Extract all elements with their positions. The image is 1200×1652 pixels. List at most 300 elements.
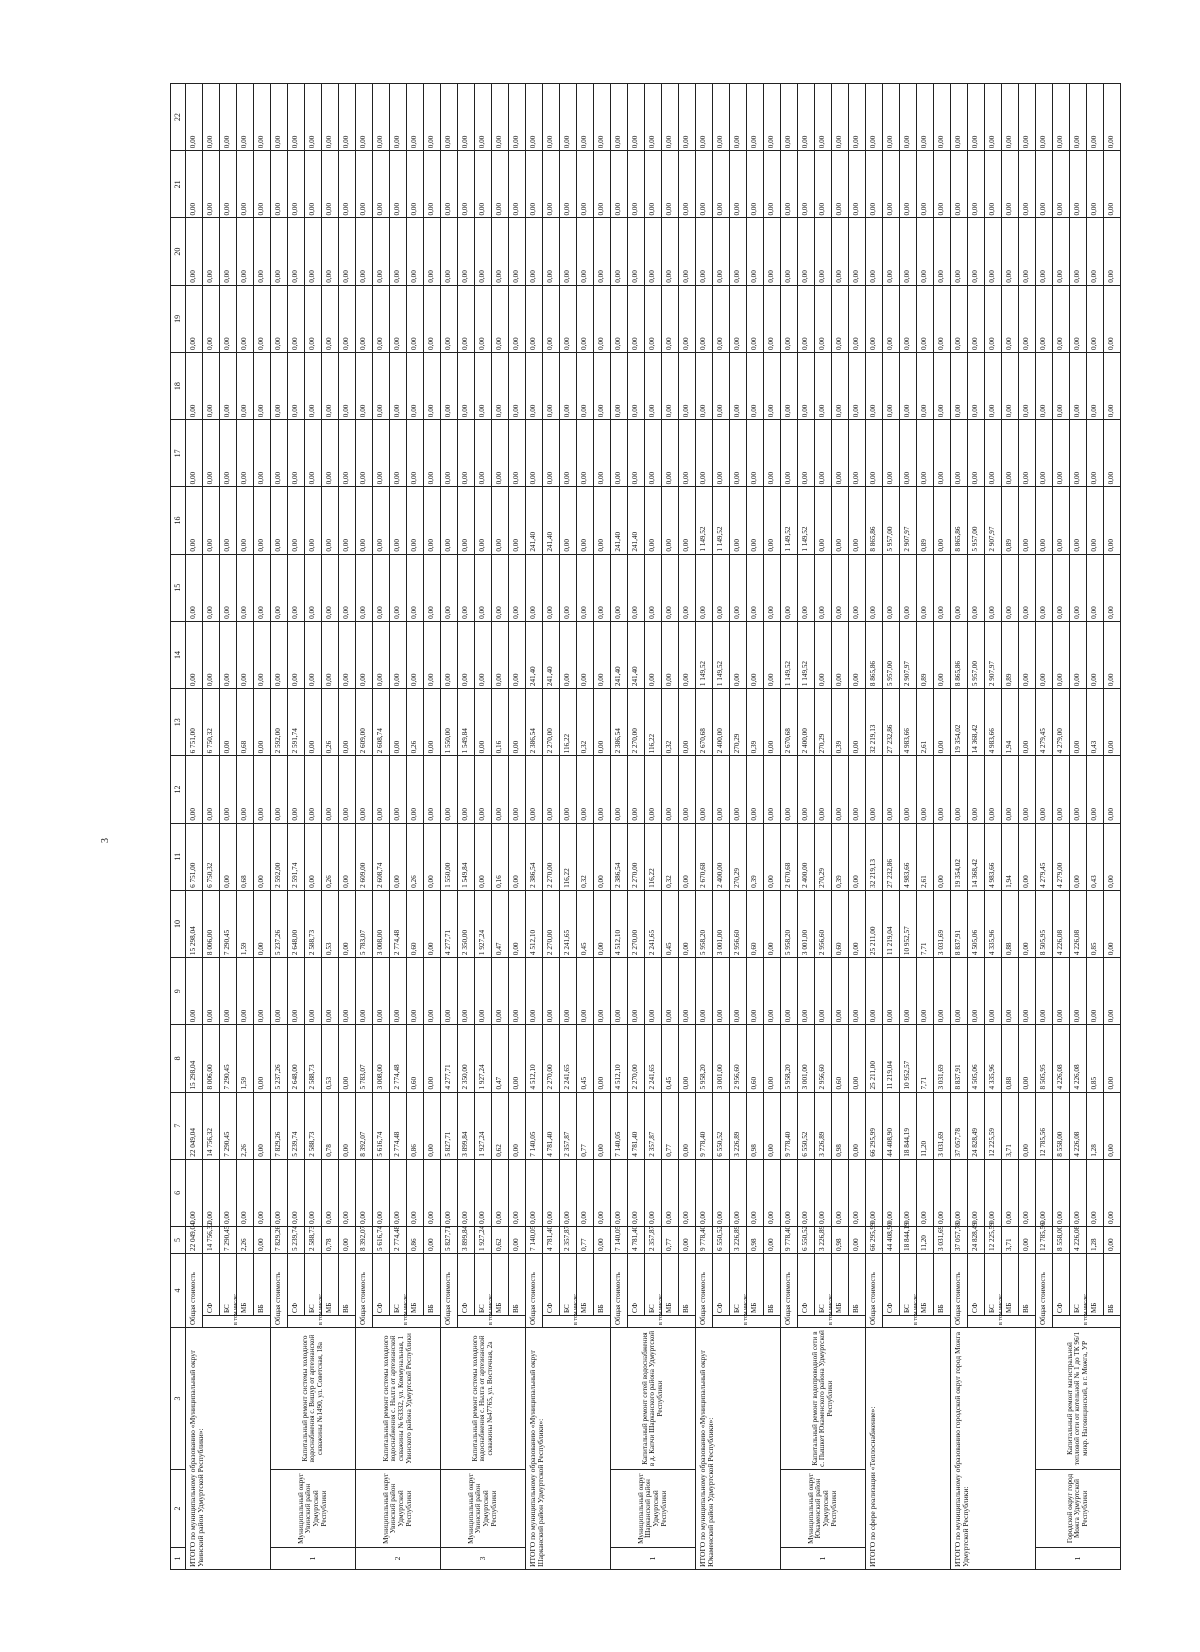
amount-cell: 5 239,74 bbox=[288, 1092, 305, 1159]
amount-cell: 0,00 bbox=[696, 554, 713, 621]
amount-cell: 0,00 bbox=[373, 621, 390, 688]
amount-cell: 0,00 bbox=[645, 756, 662, 823]
amount-cell: 0,00 bbox=[832, 285, 849, 352]
amount-cell: 2 386,54 bbox=[526, 823, 543, 890]
amount-cell: 0,00 bbox=[1104, 689, 1121, 756]
amount-cell: 0,00 bbox=[1087, 352, 1104, 419]
amount-cell: 0,00 bbox=[322, 151, 339, 218]
amount-cell: 0,00 bbox=[492, 84, 509, 151]
amount-cell: 0,00 bbox=[679, 823, 696, 890]
object-description: Капитальный ремонт магистральной тепловой сети от котельной № 1 до ТК 96/1 микр. Наговицинский, в г. Можга, УР bbox=[1036, 1328, 1121, 1470]
amount-cell: 2 907,97 bbox=[985, 487, 1002, 554]
amount-cell: 0,00 bbox=[747, 554, 764, 621]
amount-cell: 0,00 bbox=[1002, 285, 1019, 352]
amount-cell: 1 149,52 bbox=[798, 487, 815, 554]
amount-cell: 0,00 bbox=[849, 621, 866, 688]
amount-cell: 0,00 bbox=[407, 487, 424, 554]
amount-cell: 0,00 bbox=[798, 84, 815, 151]
amount-cell: 2 357,87 bbox=[645, 1227, 662, 1254]
amount-cell: 116,22 bbox=[560, 823, 577, 890]
amount-cell: 0,00 bbox=[951, 958, 968, 1025]
amount-cell: 0,00 bbox=[441, 151, 458, 218]
amount-cell: 0,00 bbox=[849, 84, 866, 151]
amount-cell: 0,00 bbox=[1019, 1025, 1036, 1092]
amount-cell: 0,00 bbox=[424, 1159, 441, 1226]
amount-cell: 0,00 bbox=[934, 352, 951, 419]
amount-cell: 2 357,87 bbox=[560, 1227, 577, 1254]
amount-cell: 0,00 bbox=[1053, 352, 1070, 419]
amount-cell: 0,00 bbox=[254, 689, 271, 756]
amount-cell: 0,00 bbox=[1070, 285, 1087, 352]
amount-cell: 0,00 bbox=[764, 84, 781, 151]
amount-cell: 1 549,84 bbox=[458, 689, 475, 756]
fund-source-label: МБ bbox=[747, 1254, 764, 1316]
fund-source-label: СФ bbox=[203, 1254, 220, 1316]
amount-cell: 0,00 bbox=[475, 689, 492, 756]
amount-cell: 3 031,69 bbox=[934, 1227, 951, 1254]
amount-cell: 0,00 bbox=[798, 352, 815, 419]
amount-cell: 3,71 bbox=[1002, 1227, 1019, 1254]
amount-cell: 2 241,65 bbox=[560, 1025, 577, 1092]
amount-cell: 7 290,45 bbox=[220, 890, 237, 957]
amount-cell: 0,00 bbox=[237, 621, 254, 688]
amount-cell: 4 226,08 bbox=[1070, 1227, 1087, 1254]
amount-cell: 0,00 bbox=[424, 218, 441, 285]
amount-cell: 0,00 bbox=[356, 218, 373, 285]
total-cost-label: Общая стоимость bbox=[781, 1254, 798, 1328]
amount-cell: 0,00 bbox=[934, 756, 951, 823]
amount-cell: 0,00 bbox=[186, 958, 203, 1025]
amount-cell: 0,00 bbox=[798, 218, 815, 285]
fund-source-label: СФ bbox=[628, 1254, 645, 1316]
amount-cell: 0,00 bbox=[492, 756, 509, 823]
amount-cell: 0,00 bbox=[883, 218, 900, 285]
section-total-title: ИТОГО по муниципальному образованию «Муниципальный округ Шарканский район Удмуртской Республики»: bbox=[526, 1328, 611, 1570]
amount-cell: 3 031,69 bbox=[934, 1025, 951, 1092]
table-row bbox=[441, 84, 458, 1570]
amount-cell: 2 270,00 bbox=[543, 890, 560, 957]
amount-cell: 0,00 bbox=[934, 958, 951, 1025]
table-row bbox=[356, 84, 373, 1570]
amount-cell: 0,00 bbox=[832, 756, 849, 823]
amount-cell: 0,00 bbox=[560, 1159, 577, 1226]
amount-cell: 0,00 bbox=[1036, 84, 1053, 151]
amount-cell: 5 827,71 bbox=[441, 1092, 458, 1159]
amount-cell: 0,00 bbox=[373, 487, 390, 554]
total-cost-label: Общая стоимость bbox=[186, 1254, 203, 1328]
amount-cell: 0,00 bbox=[866, 84, 883, 151]
amount-cell: 0,00 bbox=[509, 823, 526, 890]
amount-cell: 0,00 bbox=[594, 487, 611, 554]
amount-cell: 0,60 bbox=[832, 1025, 849, 1092]
amount-cell: 0,00 bbox=[390, 420, 407, 487]
total-cost-label: Общая стоимость bbox=[526, 1254, 543, 1328]
amount-cell: 4 279,00 bbox=[1053, 823, 1070, 890]
amount-cell: 0,88 bbox=[1002, 1025, 1019, 1092]
amount-cell: 0,00 bbox=[1002, 420, 1019, 487]
amount-cell: 8 837,91 bbox=[951, 890, 968, 957]
amount-cell: 0,00 bbox=[305, 420, 322, 487]
table-row bbox=[866, 84, 883, 1570]
amount-cell: 0,00 bbox=[866, 958, 883, 1025]
amount-cell: 0,00 bbox=[526, 420, 543, 487]
amount-cell: 4 512,10 bbox=[611, 1025, 628, 1092]
amount-cell: 0,00 bbox=[203, 151, 220, 218]
amount-cell: 8 558,00 bbox=[1053, 1227, 1070, 1254]
amount-cell: 270,29 bbox=[815, 823, 832, 890]
amount-cell: 6 751,00 bbox=[186, 823, 203, 890]
amount-cell: 0,00 bbox=[764, 1227, 781, 1254]
amount-cell: 3,71 bbox=[1002, 1092, 1019, 1159]
amount-cell: 0,00 bbox=[849, 352, 866, 419]
amount-cell: 4 512,10 bbox=[611, 890, 628, 957]
amount-cell: 0,00 bbox=[441, 420, 458, 487]
amount-cell: 0,00 bbox=[373, 285, 390, 352]
amount-cell: 2 270,00 bbox=[628, 1025, 645, 1092]
amount-cell: 0,00 bbox=[1019, 352, 1036, 419]
amount-cell: 1 927,24 bbox=[475, 1092, 492, 1159]
amount-cell: 2 591,74 bbox=[288, 823, 305, 890]
amount-cell: 6 750,32 bbox=[203, 689, 220, 756]
amount-cell: 0,00 bbox=[696, 285, 713, 352]
amount-cell: 0,00 bbox=[475, 218, 492, 285]
amount-cell: 18 844,19 bbox=[900, 1227, 917, 1254]
amount-cell: 0,98 bbox=[832, 1092, 849, 1159]
row-number: 1 bbox=[781, 1548, 866, 1570]
amount-cell: 0,00 bbox=[475, 352, 492, 419]
amount-cell: 0,00 bbox=[1087, 285, 1104, 352]
amount-cell: 0,00 bbox=[288, 285, 305, 352]
amount-cell: 0,00 bbox=[968, 352, 985, 419]
amount-cell: 0,00 bbox=[594, 689, 611, 756]
amount-cell: 0,00 bbox=[407, 84, 424, 151]
amount-cell: 0,00 bbox=[577, 756, 594, 823]
including-label: в том числе: bbox=[1053, 1316, 1121, 1328]
amount-cell: 0,00 bbox=[1087, 151, 1104, 218]
including-label: в том числе: bbox=[883, 1316, 951, 1328]
amount-cell: 0,00 bbox=[628, 84, 645, 151]
amount-cell: 12 785,56 bbox=[1036, 1227, 1053, 1254]
amount-cell: 0,00 bbox=[509, 420, 526, 487]
amount-cell: 0,00 bbox=[764, 890, 781, 957]
amount-cell: 0,00 bbox=[747, 621, 764, 688]
amount-cell: 0,00 bbox=[543, 1159, 560, 1226]
amount-cell: 0,00 bbox=[1087, 218, 1104, 285]
amount-cell: 2 774,48 bbox=[390, 1092, 407, 1159]
amount-cell: 0,00 bbox=[475, 285, 492, 352]
amount-cell: 2 907,97 bbox=[900, 621, 917, 688]
amount-cell: 0,00 bbox=[577, 1159, 594, 1226]
amount-cell: 0,00 bbox=[1002, 84, 1019, 151]
amount-cell: 0,00 bbox=[900, 756, 917, 823]
amount-cell: 0,00 bbox=[492, 352, 509, 419]
amount-cell: 0,00 bbox=[441, 958, 458, 1025]
amount-cell: 0,00 bbox=[186, 151, 203, 218]
amount-cell: 0,00 bbox=[713, 218, 730, 285]
amount-cell: 7 140,05 bbox=[526, 1092, 543, 1159]
amount-cell: 2 608,74 bbox=[373, 689, 390, 756]
amount-cell: 0,00 bbox=[237, 420, 254, 487]
amount-cell: 0,00 bbox=[305, 218, 322, 285]
amount-cell: 0,00 bbox=[543, 218, 560, 285]
amount-cell: 7 140,05 bbox=[611, 1227, 628, 1254]
amount-cell: 0,00 bbox=[339, 487, 356, 554]
amount-cell: 0,00 bbox=[645, 621, 662, 688]
amount-cell: 0,00 bbox=[1104, 352, 1121, 419]
amount-cell: 0,00 bbox=[322, 756, 339, 823]
amount-cell: 0,00 bbox=[322, 285, 339, 352]
amount-cell: 0,00 bbox=[203, 756, 220, 823]
amount-cell: 0,00 bbox=[441, 1159, 458, 1226]
amount-cell: 2 648,00 bbox=[288, 890, 305, 957]
amount-cell: 3 899,84 bbox=[458, 1227, 475, 1254]
amount-cell: 0,00 bbox=[594, 1025, 611, 1092]
table-row bbox=[1036, 84, 1053, 1570]
amount-cell: 0,00 bbox=[186, 1159, 203, 1226]
fund-source-label: МБ bbox=[577, 1254, 594, 1316]
amount-cell: 0,00 bbox=[254, 352, 271, 419]
amount-cell: 0,00 bbox=[1087, 554, 1104, 621]
municipality-name: Муниципальный округ Увинский район Удмуртской Республики bbox=[356, 1470, 441, 1548]
amount-cell: 0,00 bbox=[815, 621, 832, 688]
amount-cell: 0,00 bbox=[611, 285, 628, 352]
amount-cell: 1 149,52 bbox=[713, 621, 730, 688]
amount-cell: 37 057,78 bbox=[951, 1092, 968, 1159]
amount-cell: 0,00 bbox=[509, 1025, 526, 1092]
amount-cell: 1 550,00 bbox=[441, 689, 458, 756]
amount-cell: 3 226,89 bbox=[815, 1227, 832, 1254]
amount-cell: 0,00 bbox=[254, 151, 271, 218]
amount-cell: 0,00 bbox=[1104, 84, 1121, 151]
amount-cell: 0,00 bbox=[237, 218, 254, 285]
amount-cell: 0,00 bbox=[934, 554, 951, 621]
amount-cell: 0,00 bbox=[883, 1159, 900, 1226]
amount-cell: 0,00 bbox=[1019, 151, 1036, 218]
amount-cell: 0,26 bbox=[407, 689, 424, 756]
amount-cell: 0,00 bbox=[509, 1092, 526, 1159]
amount-cell: 0,00 bbox=[254, 487, 271, 554]
amount-cell: 0,00 bbox=[1019, 823, 1036, 890]
amount-cell: 14 368,42 bbox=[968, 823, 985, 890]
amount-cell: 0,00 bbox=[917, 151, 934, 218]
amount-cell: 8 865,86 bbox=[866, 487, 883, 554]
amount-cell: 3 226,89 bbox=[730, 1092, 747, 1159]
amount-cell: 0,89 bbox=[917, 621, 934, 688]
amount-cell: 0,78 bbox=[322, 1227, 339, 1254]
amount-cell: 0,00 bbox=[645, 285, 662, 352]
amount-cell: 0,00 bbox=[339, 1227, 356, 1254]
fund-source-label: СФ bbox=[373, 1254, 390, 1316]
amount-cell: 4 279,45 bbox=[1036, 823, 1053, 890]
table-row bbox=[781, 84, 798, 1570]
amount-cell: 241,40 bbox=[611, 621, 628, 688]
column-number: 3 bbox=[171, 1328, 186, 1470]
amount-cell: 0,00 bbox=[883, 756, 900, 823]
amount-cell: 0,00 bbox=[764, 689, 781, 756]
amount-cell: 0,62 bbox=[492, 1227, 509, 1254]
amount-cell: 5 783,07 bbox=[356, 1025, 373, 1092]
amount-cell: 2 609,00 bbox=[356, 689, 373, 756]
amount-cell: 0,00 bbox=[356, 420, 373, 487]
amount-cell: 116,22 bbox=[645, 823, 662, 890]
amount-cell: 0,00 bbox=[339, 352, 356, 419]
amount-cell: 0,00 bbox=[441, 218, 458, 285]
amount-cell: 0,00 bbox=[475, 554, 492, 621]
amount-cell: 0,00 bbox=[271, 352, 288, 419]
fund-source-label: МБ bbox=[1087, 1254, 1104, 1316]
amount-cell: 0,00 bbox=[1053, 756, 1070, 823]
amount-cell: 0,00 bbox=[288, 1159, 305, 1226]
amount-cell: 0,26 bbox=[322, 823, 339, 890]
amount-cell: 0,00 bbox=[900, 84, 917, 151]
amount-cell: 0,00 bbox=[968, 756, 985, 823]
column-number: 12 bbox=[171, 756, 186, 823]
amount-cell: 0,00 bbox=[288, 487, 305, 554]
amount-cell: 0,00 bbox=[713, 352, 730, 419]
amount-cell: 22 049,04 bbox=[186, 1227, 203, 1254]
amount-cell: 0,00 bbox=[662, 84, 679, 151]
object-description: Капитальный ремонт системы холодного водоснабжения с. Нылга от артезианской скважины № 63332, ул. Коммунальная, 1 Увинского района Удмуртской Республики bbox=[356, 1328, 441, 1470]
amount-cell: 0,00 bbox=[339, 890, 356, 957]
total-cost-label: Общая стоимость bbox=[696, 1254, 713, 1328]
amount-cell: 0,00 bbox=[764, 621, 781, 688]
amount-cell: 0,00 bbox=[543, 151, 560, 218]
amount-cell: 6 550,52 bbox=[798, 1227, 815, 1254]
amount-cell: 0,00 bbox=[730, 958, 747, 1025]
amount-cell: 0,00 bbox=[543, 420, 560, 487]
amount-cell: 0,00 bbox=[305, 621, 322, 688]
amount-cell: 0,00 bbox=[968, 84, 985, 151]
amount-cell: 0,00 bbox=[645, 958, 662, 1025]
amount-cell: 0,00 bbox=[526, 84, 543, 151]
amount-cell: 0,00 bbox=[900, 285, 917, 352]
amount-cell: 0,00 bbox=[662, 352, 679, 419]
amount-cell: 5 958,20 bbox=[781, 890, 798, 957]
amount-cell: 0,00 bbox=[1104, 756, 1121, 823]
municipality-name: Муниципальный округ Увинский район Удмуртской Республики bbox=[271, 1470, 356, 1548]
amount-cell: 0,00 bbox=[679, 958, 696, 1025]
amount-cell: 0,00 bbox=[339, 1159, 356, 1226]
amount-cell: 2 270,00 bbox=[628, 890, 645, 957]
amount-cell: 0,00 bbox=[424, 151, 441, 218]
amount-cell: 2 774,48 bbox=[390, 1025, 407, 1092]
amount-cell: 0,00 bbox=[305, 285, 322, 352]
amount-cell: 0,00 bbox=[1036, 1159, 1053, 1226]
amount-cell: 0,00 bbox=[1019, 621, 1036, 688]
amount-cell: 0,00 bbox=[237, 756, 254, 823]
amount-cell: 0,00 bbox=[424, 285, 441, 352]
fund-source-label: СФ bbox=[1053, 1254, 1070, 1316]
amount-cell: 0,00 bbox=[339, 1092, 356, 1159]
amount-cell: 0,00 bbox=[611, 352, 628, 419]
amount-cell: 0,00 bbox=[747, 352, 764, 419]
amount-cell: 0,00 bbox=[203, 958, 220, 1025]
including-label: в том числе: bbox=[373, 1316, 441, 1328]
amount-cell: 0,00 bbox=[832, 1159, 849, 1226]
amount-cell: 4 505,06 bbox=[968, 1025, 985, 1092]
amount-cell: 0,00 bbox=[424, 487, 441, 554]
amount-cell: 1 149,52 bbox=[696, 621, 713, 688]
amount-cell: 0,00 bbox=[1087, 84, 1104, 151]
amount-cell: 0,00 bbox=[577, 554, 594, 621]
amount-cell: 0,00 bbox=[832, 352, 849, 419]
amount-cell: 0,00 bbox=[526, 1159, 543, 1226]
amount-cell: 0,00 bbox=[1019, 1092, 1036, 1159]
amount-cell: 4 781,40 bbox=[543, 1092, 560, 1159]
amount-cell: 0,00 bbox=[730, 84, 747, 151]
amount-cell: 0,00 bbox=[1070, 487, 1087, 554]
fund-source-label: МБ bbox=[492, 1254, 509, 1316]
amount-cell: 0,00 bbox=[781, 218, 798, 285]
amount-cell: 0,98 bbox=[747, 1092, 764, 1159]
amount-cell: 0,00 bbox=[730, 554, 747, 621]
amount-cell: 0,00 bbox=[1053, 621, 1070, 688]
amount-cell: 8 505,95 bbox=[1036, 890, 1053, 957]
amount-cell: 0,00 bbox=[254, 218, 271, 285]
amount-cell: 10 952,57 bbox=[900, 1025, 917, 1092]
amount-cell: 0,00 bbox=[475, 823, 492, 890]
amount-cell: 0,00 bbox=[917, 420, 934, 487]
amount-cell: 6 751,00 bbox=[186, 689, 203, 756]
amount-cell: 0,00 bbox=[186, 554, 203, 621]
amount-cell: 0,00 bbox=[509, 218, 526, 285]
amount-cell: 0,00 bbox=[730, 420, 747, 487]
amount-cell: 0,00 bbox=[815, 756, 832, 823]
amount-cell: 0,00 bbox=[424, 554, 441, 621]
amount-cell: 2 588,73 bbox=[305, 890, 322, 957]
amount-cell: 0,00 bbox=[951, 756, 968, 823]
amount-cell: 0,00 bbox=[1053, 1159, 1070, 1226]
amount-cell: 0,00 bbox=[1104, 958, 1121, 1025]
amount-cell: 0,00 bbox=[509, 689, 526, 756]
amount-cell: 241,40 bbox=[526, 487, 543, 554]
amount-cell: 0,00 bbox=[1019, 756, 1036, 823]
amount-cell: 0,00 bbox=[458, 218, 475, 285]
total-cost-label: Общая стоимость bbox=[611, 1254, 628, 1328]
amount-cell: 0,00 bbox=[492, 554, 509, 621]
amount-cell: 2 588,73 bbox=[305, 1227, 322, 1254]
amount-cell: 0,53 bbox=[322, 890, 339, 957]
amount-cell: 0,60 bbox=[407, 890, 424, 957]
amount-cell: 0,00 bbox=[407, 285, 424, 352]
amount-cell: 0,00 bbox=[458, 420, 475, 487]
amount-cell: 0,00 bbox=[968, 285, 985, 352]
including-label: в том числе: bbox=[203, 1316, 271, 1328]
amount-cell: 0,00 bbox=[713, 756, 730, 823]
amount-cell: 0,00 bbox=[781, 1159, 798, 1226]
amount-cell: 0,53 bbox=[322, 1025, 339, 1092]
fund-source-label: БС bbox=[475, 1254, 492, 1316]
amount-cell: 0,00 bbox=[781, 352, 798, 419]
amount-cell: 0,00 bbox=[186, 487, 203, 554]
amount-cell: 0,00 bbox=[798, 285, 815, 352]
amount-cell: 0,00 bbox=[611, 420, 628, 487]
amount-cell: 4 512,10 bbox=[526, 1025, 543, 1092]
amount-cell: 0,00 bbox=[577, 84, 594, 151]
amount-cell: 0,00 bbox=[662, 958, 679, 1025]
amount-cell: 1 149,52 bbox=[696, 487, 713, 554]
amount-cell: 0,00 bbox=[781, 958, 798, 1025]
amount-cell: 0,00 bbox=[594, 84, 611, 151]
amount-cell: 0,00 bbox=[203, 352, 220, 419]
amount-cell: 0,60 bbox=[747, 890, 764, 957]
amount-cell: 241,40 bbox=[611, 487, 628, 554]
amount-cell: 0,00 bbox=[713, 84, 730, 151]
amount-cell: 2 270,00 bbox=[543, 689, 560, 756]
amount-cell: 0,00 bbox=[390, 218, 407, 285]
amount-cell: 0,00 bbox=[679, 1025, 696, 1092]
fund-source-label: ВБ bbox=[339, 1254, 356, 1316]
